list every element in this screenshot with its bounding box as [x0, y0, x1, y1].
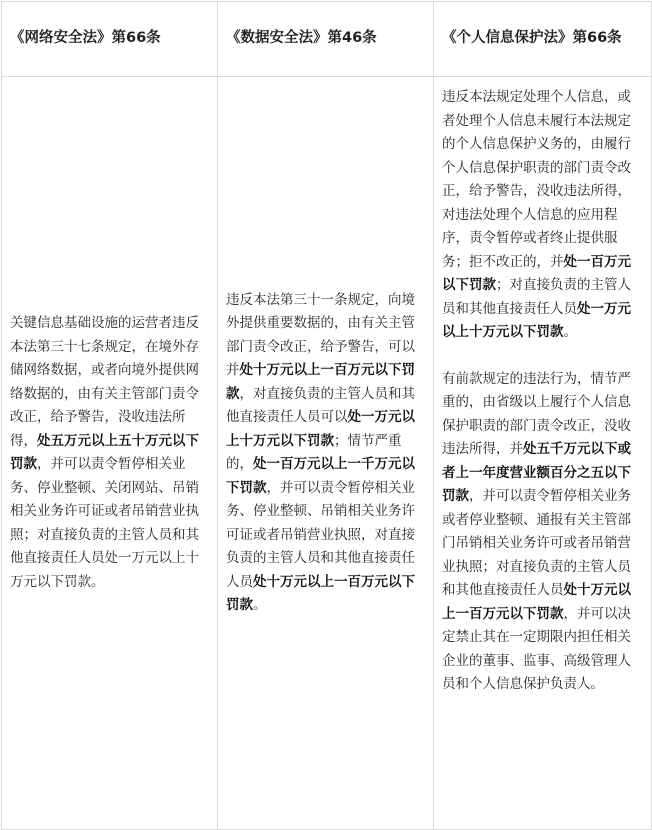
law-paragraph — [442, 86, 643, 345]
penalty-highlight: 处一百万元以上一千万元以下罚款 — [226, 456, 415, 496]
penalty-highlight: 处十万元以上一百万元以下罚款 — [226, 362, 415, 402]
law-text: ；对直接负责的主管人员和其他直接责任人员 — [442, 277, 631, 317]
penalty-highlight: 处十万元以上一百万元以下罚款 — [226, 573, 415, 613]
law-text: ，并可以决定禁止其在一定期限内担任相关企业的董事、监事、高级管理人员和个人信息保护负责人。 — [442, 605, 631, 692]
penalty-highlight: 处一百万元以下罚款 — [442, 253, 631, 293]
law-text: 关键信息基础设施的运营者违反本法第三十七条规定，在境外存储网络数据，或者向境外提供网络数据的，由有关主管部门责令改正，给予警告，没收违法所得， — [10, 315, 199, 449]
law-text: ，并可以责令暂停相关业务、停业整顿、关闭网站、吊销相关业务许可证或者吊销营业执照；对直接负责的主管人员和其他直接责任人员处一万元以上十万元以下罚款。 — [10, 456, 199, 590]
data-security-law-cell — [218, 77, 434, 830]
law-text: 。 — [563, 324, 577, 340]
penalty-highlight: 处五万元以上五十万元以下罚款 — [10, 432, 199, 472]
penalty-highlight: 处一万元以上十万元以下罚款 — [226, 409, 415, 449]
law-text: 有前款规定的违法行为，情节严重的，由省级以上履行个人信息保护职责的部门责令改正，没收违法所得，并 — [442, 370, 631, 457]
content-row — [2, 77, 652, 830]
law-paragraph — [10, 312, 209, 594]
header-cybersecurity-law-art66: 《网络安全法》第66条 — [2, 2, 218, 77]
law-paragraph — [226, 289, 425, 618]
header-pipl-art66: 《个人信息保护法》第66条 — [434, 2, 652, 77]
header-row — [2, 2, 652, 77]
cybersecurity-law-cell — [2, 77, 218, 830]
law-text: 违反本法规定处理个人信息，或者处理个人信息未履行本法规定的个人信息保护义务的，由履行个人信息保护职责的部门责令改正，给予警告，没收违法所得，对违法处理个人信息的应用程序，责令暂停或者终止提供服务；拒不改正的，并 — [442, 89, 631, 270]
pipl-cell — [434, 77, 652, 830]
law-text: 违反本法第三十一条规定，向境外提供重要数据的，由有关主管部门责令改正，给予警告，可以并 — [226, 291, 415, 378]
law-text: ，并可以责令暂停相关业务或者停业整顿、通报有关主管部门吊销相关业务许可或者吊销营业执照；对直接负责的主管人员和其他直接责任人员 — [442, 488, 631, 598]
law-comparison-table — [1, 1, 652, 830]
law-text: ；情节严重的， — [226, 432, 402, 472]
law-paragraph — [442, 368, 643, 697]
penalty-highlight: 处一万元以上十万元以下罚款 — [442, 300, 631, 340]
penalty-highlight: 处五千万元以下或者上一年度营业额百分之五以下罚款 — [442, 441, 631, 504]
law-text: ，对直接负责的主管人员和其他直接责任人员可以 — [226, 385, 415, 425]
law-text: ，并可以责令暂停相关业务、停业整顿、吊销相关业务许可证或者吊销营业执照，对直接负责的主管人员和其他直接责任人员 — [226, 479, 415, 590]
header-data-security-law-art46: 《数据安全法》第46条 — [218, 2, 434, 77]
law-text: 。 — [253, 597, 267, 613]
penalty-highlight: 处十万元以上一百万元以下罚款 — [442, 582, 631, 622]
